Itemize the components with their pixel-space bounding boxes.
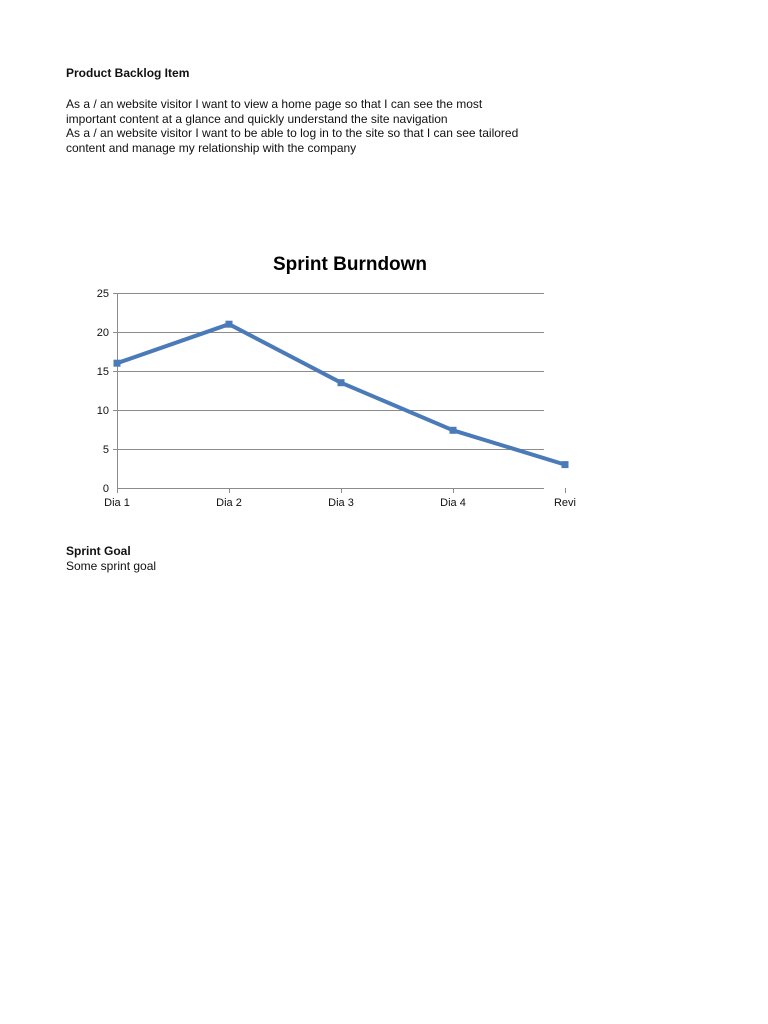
x-tick-label: Dia 1 bbox=[104, 497, 130, 509]
y-tick-label: 10 bbox=[96, 405, 109, 417]
x-tick-label: Revi bbox=[553, 497, 577, 509]
y-tick-label: 20 bbox=[96, 327, 109, 339]
chart-gridlines bbox=[113, 294, 544, 450]
sprint-goal-heading: Sprint Goal bbox=[66, 544, 131, 558]
x-tick-label: Dia 4 bbox=[440, 497, 466, 509]
chart-title: Sprint Burndown bbox=[272, 254, 428, 275]
data-point-marker bbox=[226, 321, 233, 328]
y-tick-label: 15 bbox=[96, 366, 109, 378]
y-tick-label: 5 bbox=[102, 444, 109, 456]
y-tick-label: 25 bbox=[96, 288, 109, 300]
chart-tick-labels bbox=[97, 288, 576, 509]
story-list bbox=[66, 97, 526, 155]
user-story: As a / an website visitor I want to be able to log in to the site so that I can see tailored content and manage my relationship with the company bbox=[66, 126, 519, 155]
product-backlog-heading: Product Backlog Item bbox=[66, 66, 190, 80]
sprint-goal-text: Some sprint goal bbox=[66, 559, 157, 573]
x-tick-label: Dia 2 bbox=[216, 497, 242, 509]
burndown-chart bbox=[80, 245, 577, 520]
data-point-marker bbox=[338, 379, 345, 386]
burndown-line bbox=[117, 324, 565, 464]
chart-axes bbox=[117, 293, 566, 493]
x-tick-label: Dia 3 bbox=[328, 497, 354, 509]
data-point-marker bbox=[450, 427, 457, 434]
y-tick-label: 0 bbox=[102, 483, 109, 495]
burndown-chart-svg bbox=[80, 245, 577, 520]
chart-series bbox=[114, 321, 569, 468]
data-point-marker bbox=[114, 360, 121, 367]
data-point-marker bbox=[562, 461, 569, 468]
user-story: As a / an website visitor I want to view a home page so that I can see the most important content at a glance and quickly understand the site navigation bbox=[66, 97, 483, 126]
